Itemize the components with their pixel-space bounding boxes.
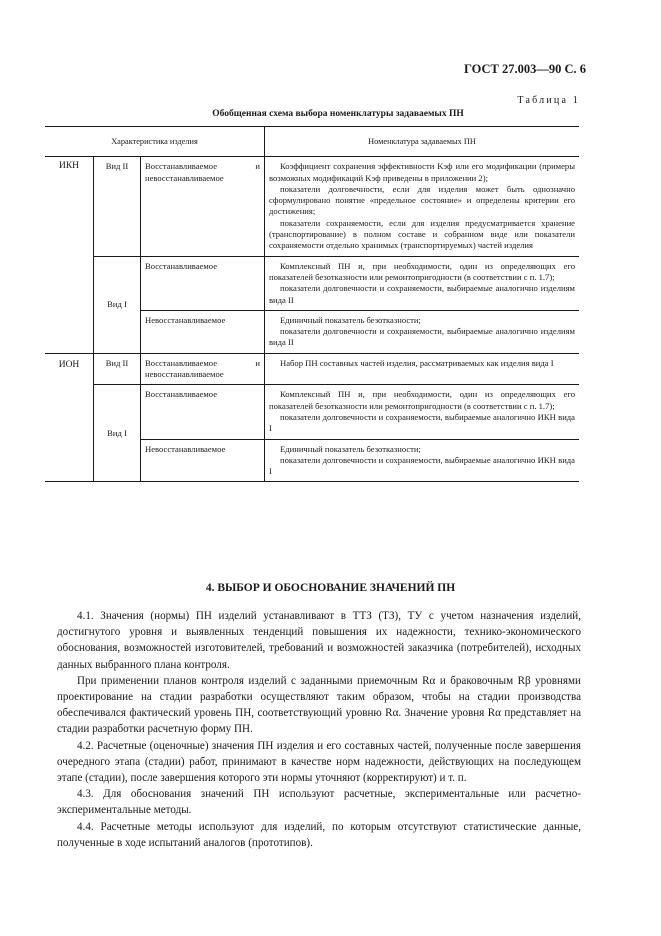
product-type: Невосстанавливаемое (141, 310, 265, 353)
paragraph: 4.4. Расчетные методы используют для изделий, по которым отсутствуют статистические данные, полученные в ходе испытаний аналогов (прототипов). (57, 820, 581, 849)
page-header: ГОСТ 27.003—90 С. 6 (463, 62, 586, 76)
desc-line: Единичный показатель безотказности; (280, 443, 421, 454)
table-title: Обобщенная схема выбора номенклатуры задаваемых ПН (212, 109, 464, 119)
paragraph: 4.3. Для обоснования значений ПН используют расчетные, экспериментальные или расчетно-экспериментальные методы. (57, 788, 581, 817)
vid-label: Вид II (94, 157, 141, 256)
col-header-characteristic: Характеристика изделия (45, 127, 265, 157)
vid-label: Вид I (94, 256, 141, 353)
paragraph: 4.1. Значения (нормы) ПН изделий устанавливают в ТТЗ (ТЗ), ТУ с учетом назначения изделий, достигнутого уровня и выявленных тенденций повышения их надежности, технико-экономического обоснования, возможностей изготовителей, требований и возможностей заказчика (потребителей), исходных данных выбранного плана контроля. (57, 610, 581, 671)
table-label: Таблица 1 (517, 95, 580, 106)
desc-line: Единичный показатель безотказности; (280, 314, 421, 325)
desc-line: показатели сохраняемости, если для изделия предусматривается хранение (транспортирование) в полном составе и собранном виде или показатели сохраняемости отдельно хранимых (транспортируемых) частей изделия (269, 217, 575, 251)
selection-table (45, 126, 579, 482)
section-title: 4. ВЫБОР И ОБОСНОВАНИЕ ЗНАЧЕНИЙ ПН (205, 582, 456, 594)
table-row (45, 256, 579, 310)
section-body (57, 608, 581, 851)
desc-line: показатели долговечности и сохраняемости, выбираемые аналогично изделиям вида II (269, 283, 575, 305)
product-type: Восстанавливаемое (141, 385, 265, 439)
desc-line: показатели долговечности, если для изделия может быть однозначно сформулировано понятие «предельное состояние» и определены критерии его достижения; (269, 183, 575, 217)
nomenclature-cell (265, 439, 580, 482)
desc-line: показатели долговечности и сохраняемости, выбираемые аналогично ИКН вида I (269, 454, 575, 477)
product-type: Восстанавливаемое и невосстанавливаемое (141, 157, 265, 256)
product-type: Восстанавливаемое и невосстанавливаемое (141, 353, 265, 385)
desc-line: Набор ПН составных частей изделия, рассматриваемых как изделия вида I (280, 357, 554, 368)
nomenclature-cell (265, 256, 580, 310)
desc-line: Комплексный ПН и, при необходимости, один из определяющих его показателей безотказности или ремонтопригодности (в соответствии с п. 1.7); (269, 389, 575, 411)
desc-line: показатели долговечности и сохраняемости, выбираемые аналогично ИКН вида I (269, 411, 575, 434)
product-type: Восстанавливаемое (141, 256, 265, 310)
desc-line: показатели долговечности и сохраняемости, выбираемые аналогично изделиям вида II (269, 326, 575, 348)
desc-line: Коэффициент сохранения эффективности Kэф или его модификации (примеры возможных модификаций Kэф приведены в приложении 2); (269, 161, 575, 183)
nomenclature-cell (265, 353, 580, 385)
nomenclature-cell (265, 385, 580, 439)
table-row (45, 353, 579, 385)
paragraph: При применении планов контроля изделий с заданными приемочным Rα и браковочным Rβ уровнями проектирование на стадии разработки осуществляют таким образом, чтобы на стадии производства обеспечивался фактический уровень ПН, соответствующий уровню Rα. Значение уровня Rα представляет на стадии разработки расчетную форму ПН. (57, 674, 581, 736)
class-ion: ИОН (45, 353, 94, 482)
col-header-nomenclature: Номенклатура задаваемых ПН (265, 127, 580, 157)
nomenclature-cell (265, 310, 580, 353)
class-ikn: ИКН (45, 157, 94, 353)
paragraph: 4.2. Расчетные (оценочные) значения ПН изделия и его составных частей, полученные после завершения очередного этапа (стадии) работ, принимают в качестве норм надежности, действующих на последующем этапе (стадии), после завершения которого эти нормы уточняют (корректируют) и т. п. (57, 739, 581, 785)
nomenclature-cell (265, 157, 580, 256)
vid-label: Вид II (94, 353, 141, 385)
vid-label: Вид I (94, 385, 141, 482)
product-type: Невосстанавливаемое (141, 439, 265, 482)
table-row (45, 385, 579, 439)
desc-line: Комплексный ПН и, при необходимости, один из определяющих его показателей безотказности или ремонтопригодности (в соответствии с п. 1.7); (269, 260, 575, 282)
table-row (45, 157, 579, 256)
